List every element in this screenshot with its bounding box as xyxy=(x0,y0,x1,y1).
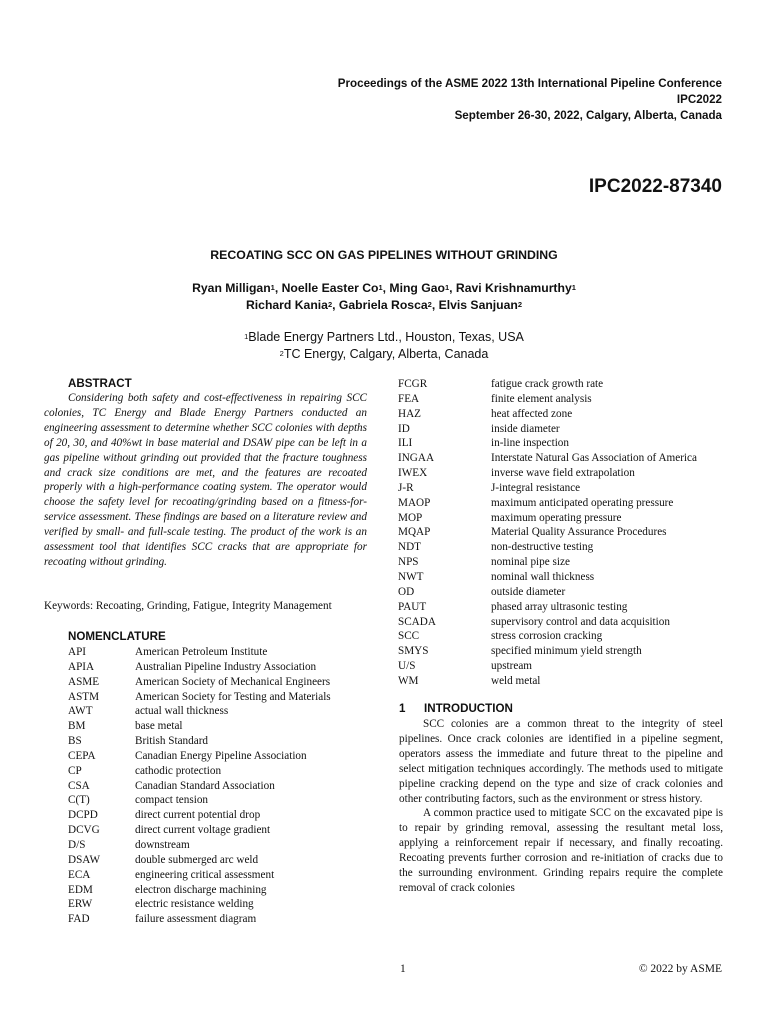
nomenclature-definition: base metal xyxy=(135,720,183,733)
nomenclature-row xyxy=(68,675,331,690)
nomenclature-row xyxy=(398,659,697,674)
nomenclature-abbreviation: SMYS xyxy=(398,645,429,658)
nomenclature-definition: cathodic protection xyxy=(135,764,222,777)
nomenclature-definition: finite element analysis xyxy=(491,392,592,405)
nomenclature-row xyxy=(398,377,697,392)
nomenclature-row xyxy=(398,644,697,659)
nomenclature-definition: electron discharge machining xyxy=(135,883,267,896)
author-name: Ryan Milligan xyxy=(192,281,271,295)
nomenclature-definition: outside diameter xyxy=(491,585,566,598)
paragraph: A common practice used to mitigate SCC on the excavated pipe is to repair by grinding removal, assessing the resultant metal loss, applying a reinforcement repair if necessary, and finally recoating. Recoating prevents further corrosion and re-initiation of cracks due to the surrounding environment. Grinding repairs require the complete removal of crack colonies xyxy=(399,807,723,894)
conference-name: Proceedings of the ASME 2022 13th International Pipeline Conference xyxy=(337,77,722,90)
nomenclature-definition: downstream xyxy=(135,838,190,851)
nomenclature-abbreviation: ASTM xyxy=(68,690,100,703)
nomenclature-definition: heat affected zone xyxy=(491,407,573,420)
nomenclature-abbreviation: ASME xyxy=(68,675,100,688)
nomenclature-row xyxy=(68,868,331,883)
nomenclature-abbreviation: MQAP xyxy=(398,526,431,539)
nomenclature-row xyxy=(398,407,697,422)
author-affiliation-marker: 1 xyxy=(571,283,576,292)
nomenclature-definition: actual wall thickness xyxy=(135,705,229,718)
nomenclature-definition: non-destructive testing xyxy=(491,541,594,554)
conference-header xyxy=(338,76,722,124)
nomenclature-row xyxy=(68,838,331,853)
nomenclature-definition: in-line inspection xyxy=(491,437,569,450)
nomenclature-abbreviation: OD xyxy=(398,585,415,598)
nomenclature-abbreviation: DCVG xyxy=(68,824,100,837)
nomenclature-row xyxy=(398,422,697,437)
nomenclature-row xyxy=(68,808,331,823)
nomenclature-abbreviation: U/S xyxy=(398,660,416,673)
nomenclature-definition: Canadian Energy Pipeline Association xyxy=(135,749,307,762)
introduction-heading xyxy=(399,702,513,715)
nomenclature-row xyxy=(68,883,331,898)
nomenclature-definition: specified minimum yield strength xyxy=(491,645,642,658)
nomenclature-abbreviation: SCADA xyxy=(398,615,436,628)
conference-code: IPC2022 xyxy=(676,93,722,106)
nomenclature-definition: inverse wave field extrapolation xyxy=(491,467,635,480)
nomenclature-abbreviation: CP xyxy=(68,764,82,777)
nomenclature-abbreviation: D/S xyxy=(68,838,86,851)
nomenclature-abbreviation: CEPA xyxy=(68,749,96,762)
nomenclature-abbreviation: ECA xyxy=(68,868,91,881)
nomenclature-definition: nominal wall thickness xyxy=(491,570,595,583)
nomenclature-definition: maximum anticipated operating pressure xyxy=(491,496,674,509)
author-name: Ravi Krishnamurthy xyxy=(455,281,572,295)
nomenclature-definition: American Society of Mechanical Engineers xyxy=(135,675,331,688)
nomenclature-definition: Canadian Standard Association xyxy=(135,779,275,792)
author-affiliation-marker: 2 xyxy=(517,300,523,309)
nomenclature-definition: Australian Pipeline Industry Association xyxy=(135,660,317,673)
nomenclature-row xyxy=(398,555,697,570)
page-number: 1 xyxy=(400,963,406,975)
nomenclature-definition: upstream xyxy=(491,660,533,673)
nomenclature-definition: stress corrosion cracking xyxy=(491,630,603,643)
affiliation-1 xyxy=(0,329,768,346)
nomenclature-row xyxy=(68,793,331,808)
nomenclature-row xyxy=(68,734,331,749)
nomenclature-abbreviation: IWEX xyxy=(398,467,428,480)
nomenclature-row xyxy=(68,749,331,764)
nomenclature-abbreviation: NPS xyxy=(398,556,419,569)
nomenclature-abbreviation: CSA xyxy=(68,779,90,792)
paper-id: IPC2022-87340 xyxy=(588,176,722,197)
nomenclature-row xyxy=(68,719,331,734)
nomenclature-abbreviation: ID xyxy=(398,422,410,435)
nomenclature-row xyxy=(398,570,697,585)
author-name: Richard Kania xyxy=(245,298,328,312)
nomenclature-heading: NOMENCLATURE xyxy=(68,630,166,643)
nomenclature-definition: Material Quality Assurance Procedures xyxy=(491,526,667,539)
nomenclature-row xyxy=(398,436,697,451)
nomenclature-list-left xyxy=(68,645,331,927)
nomenclature-abbreviation: BS xyxy=(68,735,82,748)
nomenclature-row xyxy=(398,540,697,555)
author-affiliation-marker: 1 xyxy=(270,283,275,292)
keywords: Keywords: Recoating, Grinding, Fatigue, Integrity Management xyxy=(44,600,332,612)
nomenclature-abbreviation: DSAW xyxy=(68,853,101,866)
affiliation-text: TC Energy, Calgary, Alberta, Canada xyxy=(283,347,489,361)
nomenclature-definition: fatigue crack growth rate xyxy=(491,378,604,390)
nomenclature-abbreviation: AWT xyxy=(68,705,93,718)
nomenclature-row xyxy=(398,525,697,540)
nomenclature-row xyxy=(68,690,331,705)
copyright: © 2022 by ASME xyxy=(638,963,722,975)
nomenclature-definition: Interstate Natural Gas Association of America xyxy=(491,452,697,465)
affiliation-marker: 2 xyxy=(279,349,284,358)
nomenclature-abbreviation: ILI xyxy=(398,437,413,450)
section-title: INTRODUCTION xyxy=(424,702,513,715)
nomenclature-definition: J-integral resistance xyxy=(491,481,581,494)
nomenclature-row xyxy=(68,660,331,675)
nomenclature-row xyxy=(398,392,697,407)
nomenclature-definition: supervisory control and data acquisition xyxy=(491,615,670,628)
nomenclature-list-right xyxy=(398,377,697,689)
nomenclature-definition: inside diameter xyxy=(491,422,560,435)
nomenclature-row xyxy=(398,600,697,615)
paragraph: SCC colonies are a common threat to the integrity of steel pipelines. Once crack colonies are identified in a pipeline segment, operators assess the immediate and future threat to the pipeline and select mitigation techniques accordingly. The methods used to mitigate pipeline cracking depend on the type and size of crack colonies and other contributing factors, such as the environment or stress history. xyxy=(399,718,723,805)
abstract-body: Considering both safety and cost-effectiveness in repairing SCC colonies, TC Energy and Blade Energy Partners conducted an engineering assessment to determine whether SCC colonies with depths of 20, 30, and 40%wt in base material and DSAW pipe can be left in a gas pipeline without grinding out provided that the fracture toughness and crack size conditions are met, and the features are recoated properly with a high-performance coating system. The operator would choose the safety level for recoating/grinding based on a fitness-for-service assessment. These findings are based on a literature review and verified by small- and full-scale testing. The product of the work is an assessment tool that identifies SCC cracks that are appropriate for recoating without grinding. xyxy=(44,392,367,568)
nomenclature-row xyxy=(398,585,697,600)
nomenclature-row xyxy=(68,823,331,838)
nomenclature-row xyxy=(68,897,331,912)
nomenclature-definition: American Society for Testing and Materials xyxy=(135,690,331,703)
nomenclature-abbreviation: PAUT xyxy=(398,600,427,613)
author-affiliation-marker: 2 xyxy=(327,300,333,309)
nomenclature-abbreviation: INGAA xyxy=(398,452,435,465)
nomenclature-definition: compact tension xyxy=(135,794,209,807)
author-name: Gabriela Rosca xyxy=(338,298,428,312)
nomenclature-row xyxy=(398,451,697,466)
nomenclature-definition: direct current voltage gradient xyxy=(135,824,271,837)
affiliation-2 xyxy=(0,346,768,363)
nomenclature-abbreviation: DCPD xyxy=(68,809,98,822)
nomenclature-abbreviation: HAZ xyxy=(398,407,421,420)
nomenclature-definition: weld metal xyxy=(491,674,541,687)
nomenclature-abbreviation: API xyxy=(68,646,87,658)
nomenclature-row xyxy=(398,511,697,526)
nomenclature-row xyxy=(68,645,331,660)
nomenclature-abbreviation: MAOP xyxy=(398,496,431,509)
nomenclature-abbreviation: MOP xyxy=(398,511,423,524)
nomenclature-row xyxy=(68,764,331,779)
nomenclature-definition: phased array ultrasonic testing xyxy=(491,600,628,613)
nomenclature-row xyxy=(398,481,697,496)
section-number: 1 xyxy=(399,702,406,715)
author-name: Noelle Easter Co xyxy=(281,281,379,295)
nomenclature-definition: electric resistance welding xyxy=(135,898,254,911)
nomenclature-row xyxy=(68,704,331,719)
author-name: Ming Gao xyxy=(389,281,445,295)
nomenclature-abbreviation: WM xyxy=(398,674,419,687)
nomenclature-row xyxy=(398,615,697,630)
nomenclature-abbreviation: FCGR xyxy=(398,378,428,390)
nomenclature-definition: nominal pipe size xyxy=(491,556,570,569)
paper-title: RECOATING SCC ON GAS PIPELINES WITHOUT GRINDING xyxy=(210,248,558,262)
author-line-2: Richard Kania$^2$, Gabriela Rosca$^2$, Elvis Sanjuan$^2$ xyxy=(245,298,523,312)
nomenclature-definition: failure assessment diagram xyxy=(135,913,257,926)
nomenclature-abbreviation: NDT xyxy=(398,541,421,554)
affiliation-text: Blade Energy Partners Ltd., Houston, Texas, USA xyxy=(248,330,524,344)
nomenclature-abbreviation: BM xyxy=(68,720,86,733)
nomenclature-definition: British Standard xyxy=(135,735,209,748)
nomenclature-abbreviation: APIA xyxy=(68,660,95,673)
nomenclature-abbreviation: J-R xyxy=(398,481,414,494)
nomenclature-row xyxy=(68,779,331,794)
author-affiliation-marker: 1 xyxy=(444,283,450,292)
nomenclature-row xyxy=(68,912,331,927)
conference-dates: September 26-30, 2022, Calgary, Alberta, Canada xyxy=(454,109,722,122)
author-name: Elvis Sanjuan xyxy=(438,298,518,312)
nomenclature-abbreviation: C(T) xyxy=(68,794,90,807)
nomenclature-definition: maximum operating pressure xyxy=(491,511,622,524)
nomenclature-abbreviation: FAD xyxy=(68,913,90,926)
nomenclature-abbreviation: ERW xyxy=(68,898,93,911)
abstract-heading: ABSTRACT xyxy=(68,377,132,390)
introduction-body xyxy=(399,717,723,896)
author-line-1: Ryan Milligan$^1$, Noelle Easter Co$^1$, Ming Gao$^1$, Ravi Krishnamurthy$^1$ xyxy=(192,281,576,295)
nomenclature-row xyxy=(398,629,697,644)
nomenclature-abbreviation: NWT xyxy=(398,570,424,583)
nomenclature-definition: American Petroleum Institute xyxy=(135,646,268,658)
nomenclature-definition: engineering critical assessment xyxy=(135,868,275,881)
author-affiliation-marker: 2 xyxy=(427,300,432,309)
nomenclature-definition: double submerged arc weld xyxy=(135,853,259,866)
nomenclature-row xyxy=(68,853,331,868)
nomenclature-row xyxy=(398,674,697,689)
affiliation-marker: 1 xyxy=(244,332,249,341)
nomenclature-definition: direct current potential drop xyxy=(135,809,261,822)
nomenclature-row xyxy=(398,466,697,481)
nomenclature-row xyxy=(398,496,697,511)
nomenclature-abbreviation: FEA xyxy=(398,392,420,405)
nomenclature-abbreviation: EDM xyxy=(68,883,93,896)
author-affiliation-marker: 1 xyxy=(378,283,383,292)
nomenclature-abbreviation: SCC xyxy=(398,630,420,643)
